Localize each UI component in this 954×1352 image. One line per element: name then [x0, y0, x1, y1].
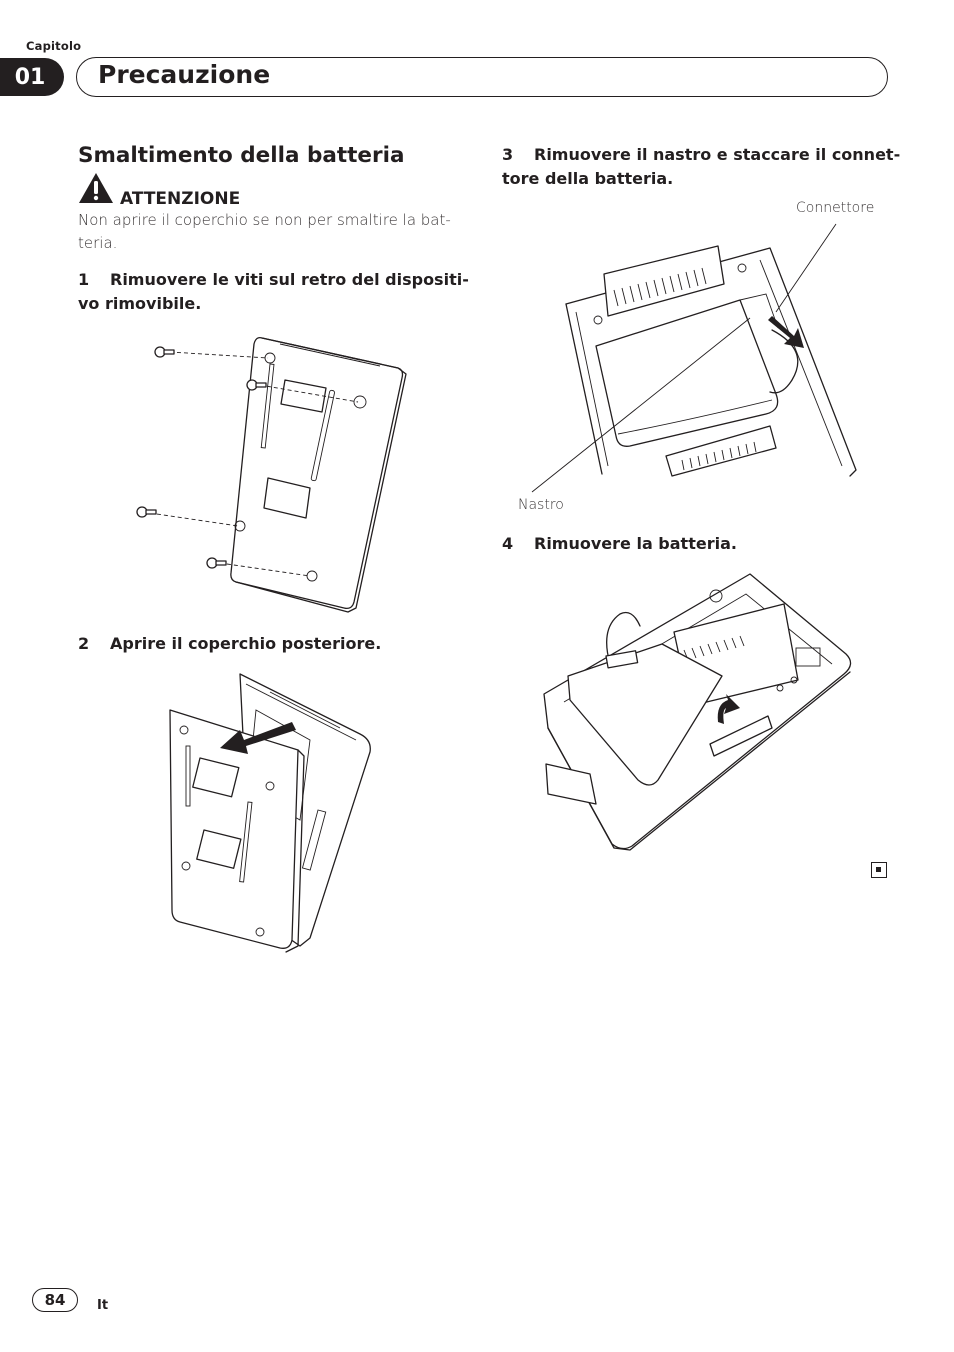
screw-icon [137, 507, 156, 517]
chapter-number-badge: 01 [0, 58, 64, 96]
screw-icon [155, 347, 174, 357]
screw-icon [207, 558, 226, 568]
step-text: Aprire il coperchio posteriore. [110, 634, 382, 653]
page-number: 84 [32, 1288, 78, 1312]
step-text: Rimuovere la batteria. [534, 534, 737, 553]
step-1 [78, 268, 469, 316]
step-number: 4 [502, 534, 514, 553]
chapter-label: Capitolo [26, 39, 82, 53]
tape-connector-illustration [510, 220, 870, 520]
language-code: It [97, 1298, 109, 1313]
warning-text [78, 209, 451, 255]
step-number: 1 [78, 270, 90, 289]
step-text: tore della batteria. [502, 169, 674, 188]
warning-text-line: teria. [78, 234, 118, 252]
warning-text-line: Non aprire il coperchio se non per smaltire la bat- [78, 211, 451, 229]
end-of-section-icon [871, 862, 887, 878]
step-text: Rimuovere le viti sul retro del dispositi- [110, 270, 469, 289]
step-text: Rimuovere il nastro e staccare il connet- [534, 145, 901, 164]
connector-callout: Connettore [796, 200, 875, 216]
step-3 [502, 143, 900, 191]
chapter-title: Precauzione [98, 60, 271, 89]
step-4 [502, 532, 737, 556]
step-number: 3 [502, 145, 514, 164]
step-text: vo rimovibile. [78, 294, 202, 313]
warning-heading [78, 172, 240, 208]
step-number: 2 [78, 634, 90, 653]
battery-removal-illustration [540, 568, 860, 853]
step-2 [78, 632, 381, 656]
tape-callout: Nastro [518, 497, 564, 513]
section-title: Smaltimento della batteria [78, 143, 405, 168]
open-cover-illustration [160, 670, 380, 955]
warning-label: ATTENZIONE [120, 189, 241, 209]
warning-triangle-icon [78, 172, 114, 208]
screw-removal-illustration [130, 330, 420, 615]
